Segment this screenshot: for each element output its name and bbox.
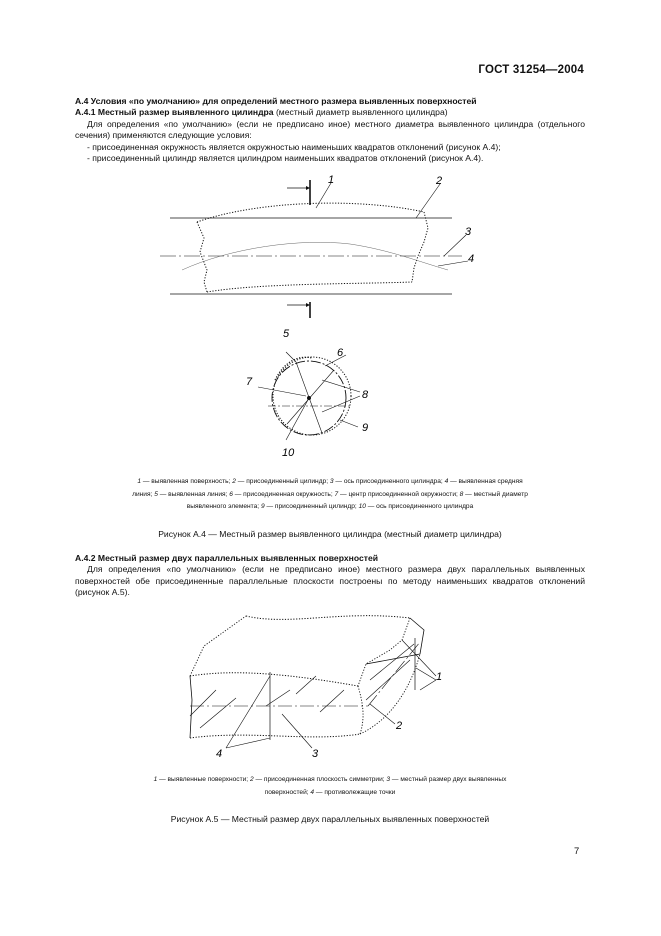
callout-8: 8 xyxy=(362,389,369,401)
callout-a5-2: 2 xyxy=(396,720,403,732)
callout-1: 1 xyxy=(328,174,335,186)
condition-item-2: - присоединенный цилиндр является цилиндром наименьших квадратов отклонений (рисунок А.4). xyxy=(87,153,484,164)
callout-5: 5 xyxy=(283,328,290,340)
page-number: 7 xyxy=(574,846,580,857)
figure-a4-legend: 1 — выявленная поверхность; 2 — присоединенный цилиндр; 3 — ось присоединенного цилиндра; 4 — выявленная средняя линия; 5 — выявленная линия; 6 — присоединенная окружность; 7 — центр присоединенной окружности; 8 — местный диаметр выявленного элемента; 9 — присоединенный цилиндр; 10 — ось присоединенного цилиндра xyxy=(132,478,528,511)
section-a42-paragraph: Для определения «по умолчанию» (если не предписано иное) местного размера двух параллельных выявленных поверхностей обе присоединенные параллельные плоскости построены по методу наименьших квадратов отклонений (рисунок А.5). xyxy=(75,564,585,598)
callout-a5-4: 4 xyxy=(216,748,223,760)
callout-10: 10 xyxy=(282,447,295,459)
cross-section-view xyxy=(258,352,360,440)
callout-7: 7 xyxy=(246,376,253,388)
section-a41-title: А.4.1 Местный размер выявленного цилиндра (местный диаметр выявленного цилиндра) xyxy=(75,107,448,118)
figure-a5-legend: 1 — выявленные поверхности; 2 — присоединенная плоскость симметрии; 3 — местный размер двух выявленных поверхностей; 4 — противолежащие точки xyxy=(153,776,507,796)
section-a4-title: А.4 Условия «по умолчанию» для определений местного размера выявленных поверхностей xyxy=(75,96,477,106)
condition-item-1: - присоединенная окружность является окружностью наименьших квадратов отклонений (рисунок А.4); xyxy=(87,141,501,152)
callout-6: 6 xyxy=(337,347,344,359)
callout-3: 3 xyxy=(465,226,472,238)
callout-2: 2 xyxy=(436,175,443,187)
cylinder-side-view xyxy=(160,180,468,318)
section-a41-paragraph: Для определения «по умолчанию» (если не предписано иное) местного диаметра выявленного цилиндра (отдельного сечения) применяются следующие условия: xyxy=(75,118,585,141)
callout-9: 9 xyxy=(362,422,369,434)
figure-a5-caption: Рисунок А.5 — Местный размер двух параллельных выявленных поверхностей xyxy=(170,814,490,824)
document-code: ГОСТ 31254—2004 xyxy=(478,64,584,76)
section-a42 xyxy=(75,553,585,599)
callout-a5-1: 1 xyxy=(436,671,443,683)
callout-4: 4 xyxy=(468,253,475,265)
figure-a4-caption: Рисунок А.4 — Местный размер выявленного цилиндра (местный диаметр цилиндра) xyxy=(158,529,502,539)
callout-a5-3: 3 xyxy=(312,748,319,760)
section-a42-title: А.4.2 Местный размер двух параллельных выявленных поверхностей xyxy=(75,553,379,563)
